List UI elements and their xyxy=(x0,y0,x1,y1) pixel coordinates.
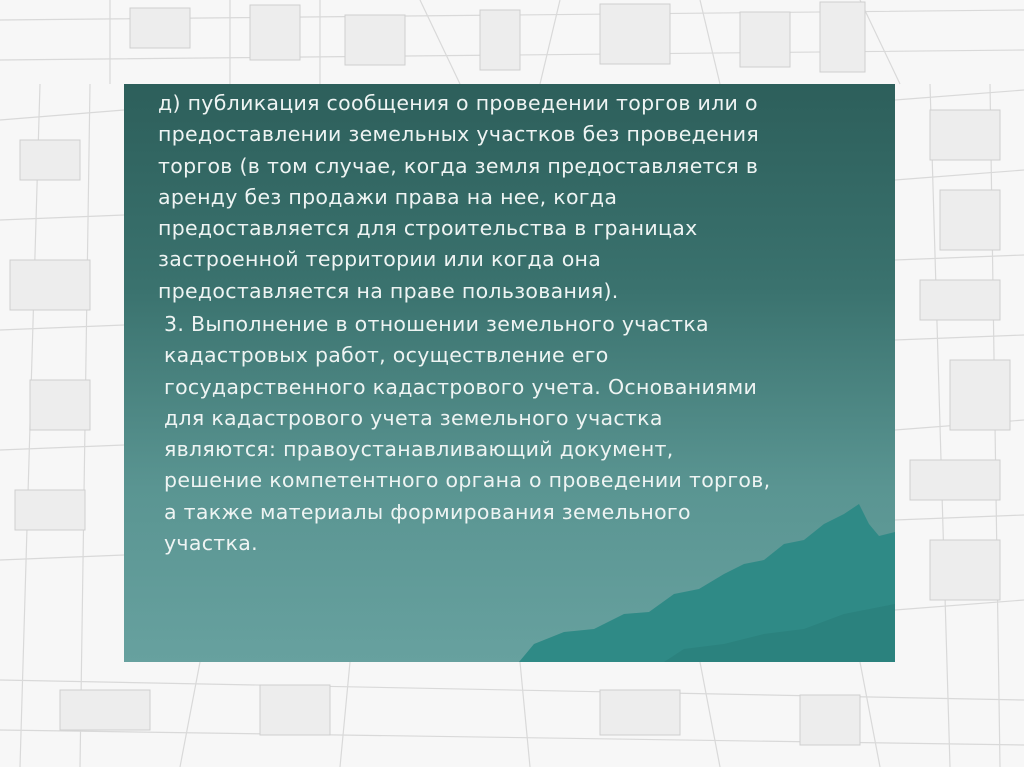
paragraph-publication: д) публикация сообщения о проведении торгов или о предоставлении земельных участков без проведения торгов (в том случае, когда земля предоставляется в аренду без продажи права на нее, когда предоставляется для строительства в границах застроенной территории или когда она предоставляется на праве пользования). xyxy=(158,91,760,303)
content-panel xyxy=(124,84,895,662)
paragraph-cadastral-works: 3. Выполнение в отношении земельного участка кадастровых работ, осуществление его государственного кадастрового учета. Основаниями для кадастрового учета земельного участка являются: правоустанавливающий документ, решение компетентного органа о проведении торгов, а также материалы формирования земельного участка. xyxy=(164,312,771,556)
